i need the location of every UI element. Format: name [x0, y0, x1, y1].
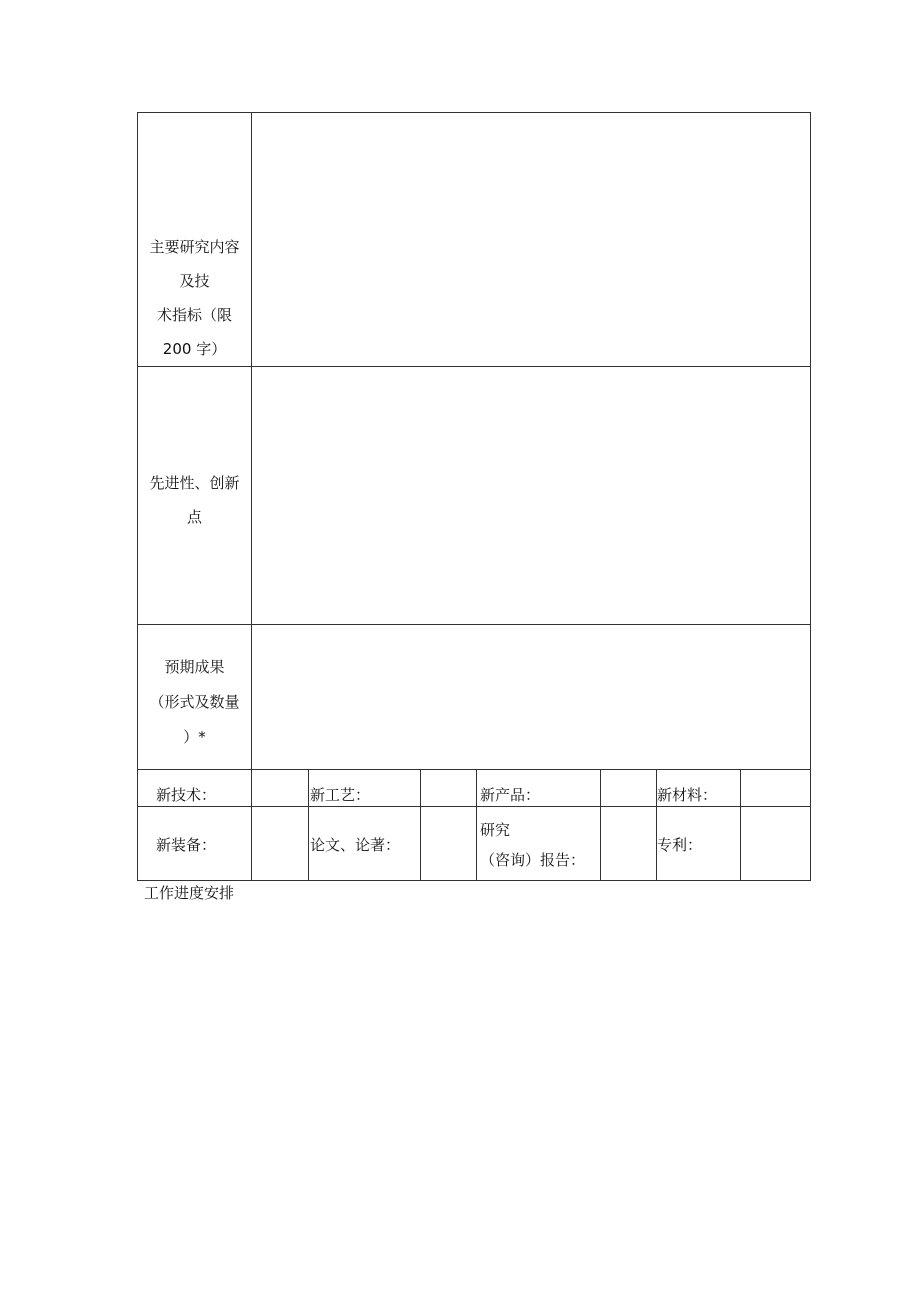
new-technology-label: 新技术： [156, 786, 217, 804]
new-process-label: 新工艺： [310, 786, 371, 804]
outcomes-label-line: （形式及数量 [149, 693, 240, 711]
research-label-line: 及技 [179, 272, 210, 290]
patent-field[interactable] [741, 807, 810, 880]
research-report-line: （咨询）报告： [480, 851, 586, 869]
research-report-field[interactable] [601, 807, 656, 880]
innovation-field[interactable] [252, 367, 810, 624]
new-material-field[interactable] [741, 770, 810, 806]
research-label-line: 主要研究内容 [149, 238, 240, 256]
outcomes-label-line: ）* [183, 728, 206, 746]
innovation-label-line: 先进性、创新 [149, 474, 240, 492]
outcomes-label [138, 650, 251, 755]
papers-label: 论文、论著： [310, 836, 401, 854]
innovation-label-line: 点 [186, 508, 202, 526]
innovation-label [138, 466, 251, 534]
grid-divider [308, 769, 309, 881]
research-content-field[interactable] [252, 113, 810, 366]
outcomes-field[interactable] [252, 625, 810, 769]
new-equipment-field[interactable] [252, 807, 308, 880]
research-report-label [480, 815, 585, 875]
papers-field[interactable] [421, 807, 476, 880]
research-label-line: 术指标（限 [156, 306, 232, 324]
grid-divider [476, 769, 477, 881]
research-content-label [138, 230, 251, 366]
research-label-line: 200 字） [162, 340, 227, 358]
research-report-line: 研究 [480, 821, 511, 839]
new-product-field[interactable] [601, 770, 656, 806]
outcomes-label-line: 预期成果 [164, 658, 225, 676]
work-schedule-heading: 工作进度安排 [144, 884, 235, 902]
new-technology-field[interactable] [252, 770, 308, 806]
patent-label: 专利： [657, 836, 703, 854]
new-process-field[interactable] [421, 770, 476, 806]
new-product-label: 新产品： [480, 786, 541, 804]
new-material-label: 新材料： [657, 786, 718, 804]
table-border-right [810, 112, 811, 881]
table-border-bottom [137, 880, 811, 881]
new-equipment-label: 新装备： [156, 836, 217, 854]
